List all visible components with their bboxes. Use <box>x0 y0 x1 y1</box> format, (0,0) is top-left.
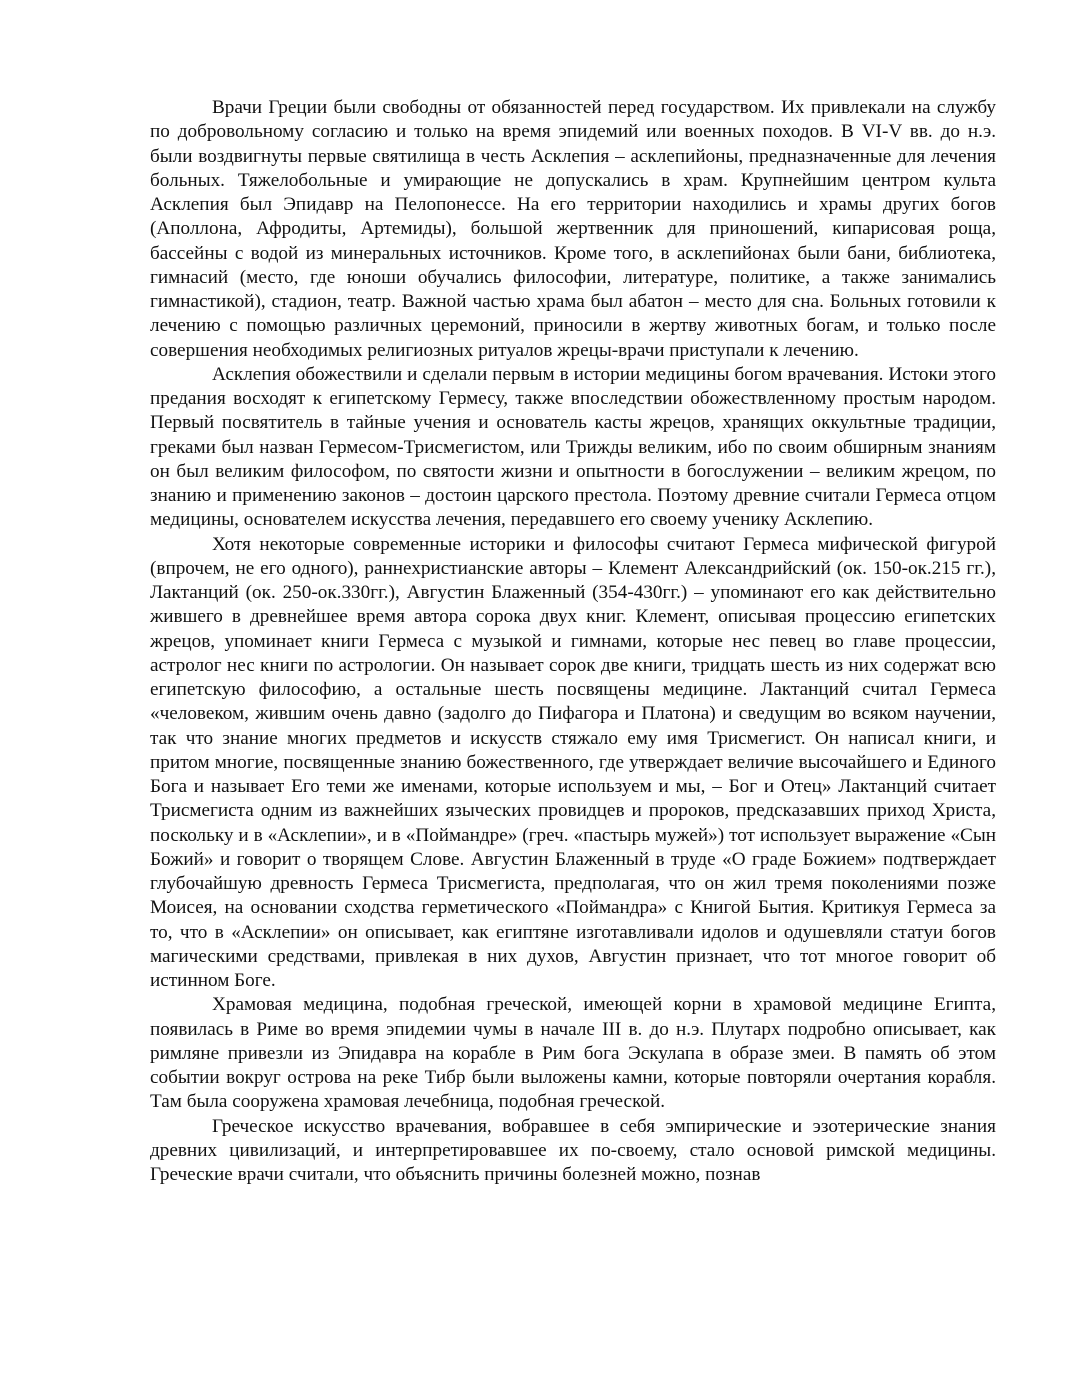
document-page <box>150 96 996 1187</box>
paragraph-hermes-trismegistus: Хотя некоторые современные историки и философы считают Гермеса мифической фигурой (впрочем, не его одного), раннехристианские авторы – Клемент Александрийский (ок. 150-ок.215 гг.), Лактанций (ок. 250-ок.330гг.), Августин Блаженный (354-430гг.) – упоминают его как действительно жившего в древнейшее время автора сорока двух книг. Клемент, описывая процессию египетских жрецов, упоминает книги Гермеса с музыкой и гимнами, которые нес певец во главе процессии, астролог нес книги по астрологии. Он называет сорок две книги, тридцать шесть из них содержат всю египетскую философию, а остальные шесть посвящены медицине. Лактанций считал Гермеса «человеком, жившим очень давно (задолго до Пифагора и Платона) и сведущим во всяком научении, так что знание многих предметов и искусств стяжало ему имя Трисмегист. Он написал книги, и притом многие, посвященные знанию божественного, где утверждает величие высочайшего и Единого Бога и называет Его теми же именами, которые используем и мы, – Бог и Отец» Лактанций считает Трисмегиста одним из важнейших языческих провидцев и пророков, предсказавших приход Христа, поскольку и в «Асклепии», и в «Поймандре» (греч. «пастырь мужей») тот использует выражение «Сын Божий» и говорит о творящем Слове. Августин Блаженный в труде «О граде Божием» подтверждает глубочайшую древность Гермеса Трисмегиста, предполагая, что он жил тремя поколениями позже Моисея, на основании сходства герметического «Поймандра» с Книгой Бытия. Критикуя Гермеса за то, что в «Асклепии» он описывает, как египтяне изготавливали идолов и одушевляли статуи богов магическими средствами, привлекая в них духов, Августин признает, что тот многое говорит об истинном Боге. <box>150 533 996 991</box>
paragraph-greek-physicians: Врачи Греции были свободны от обязанностей перед государством. Их привлекали на службу по добровольному согласию и только на время эпидемий или военных походов. В VI-V вв. до н.э. были воздвигнуты первые святилища в честь Асклепия – асклепийоны, предназначенные для лечения больных. Тяжелобольные и умирающие не допускались в храм. Крупнейшим центром культа Асклепия был Эпидавр на Пелопонессе. На его территории находились и храмы других богов (Аполлона, Афродиты, Артемиды), большой жертвенник для приношений, кипарисовая роща, бассейны с водой из минеральных источников. Кроме того, в асклепийонах были бани, библиотека, гимнасий (место, где юноши обучались философии, литературе, политике, а также занимались гимнастикой), стадион, театр. Важной частью храма был абатон – место для сна. Больных готовили к лечению с помощью различных церемоний, приносили в жертву животных богам, и только после совершения необходимых религиозных ритуалов жрецы-врачи приступали к лечению. <box>150 97 996 361</box>
paragraph-greek-healing-art: Греческое искусство врачевания, вобравшее в себя эмпирические и эзотерические знания древних цивилизаций, и интерпретировавшее их по-своему, стало основой римской медицины. Греческие врачи считали, что объяснить причины болезней можно, познав <box>150 1115 996 1185</box>
paragraph-asclepius-deification: Асклепия обожествили и сделали первым в истории медицины богом врачевания. Истоки этого предания восходят к египетскому Гермесу, также впоследствии обожествленному простым народом. Первый посвятитель в тайные учения и основатель касты жрецов, хранящих оккультные традиции, греками был назван Гермесом-Трисмегистом, или Трижды великим, ибо по своим обширным знаниям он был великим философом, по святости жизни и опытности в богослужении – великим жрецом, по знанию и применению законов – достоин царского престола. Поэтому древние считали Гермеса отцом медицины, основателем искусства лечения, передавшего его своему ученику Асклепию. <box>150 363 996 531</box>
paragraph-roman-temple-medicine: Храмовая медицина, подобная греческой, имеющей корни в храмовой медицине Египта, появилась в Риме во время эпидемии чумы в начале III в. до н.э. Плутарх подробно описывает, как римляне привезли из Эпидавра на корабле в Рим бога Эскулапа в образе змеи. В память об этом событии вокруг острова на реке Тибр были выложены камни, которые повторяли очертания корабля. Там была сооружена храмовая лечебница, подобная греческой. <box>150 994 996 1113</box>
